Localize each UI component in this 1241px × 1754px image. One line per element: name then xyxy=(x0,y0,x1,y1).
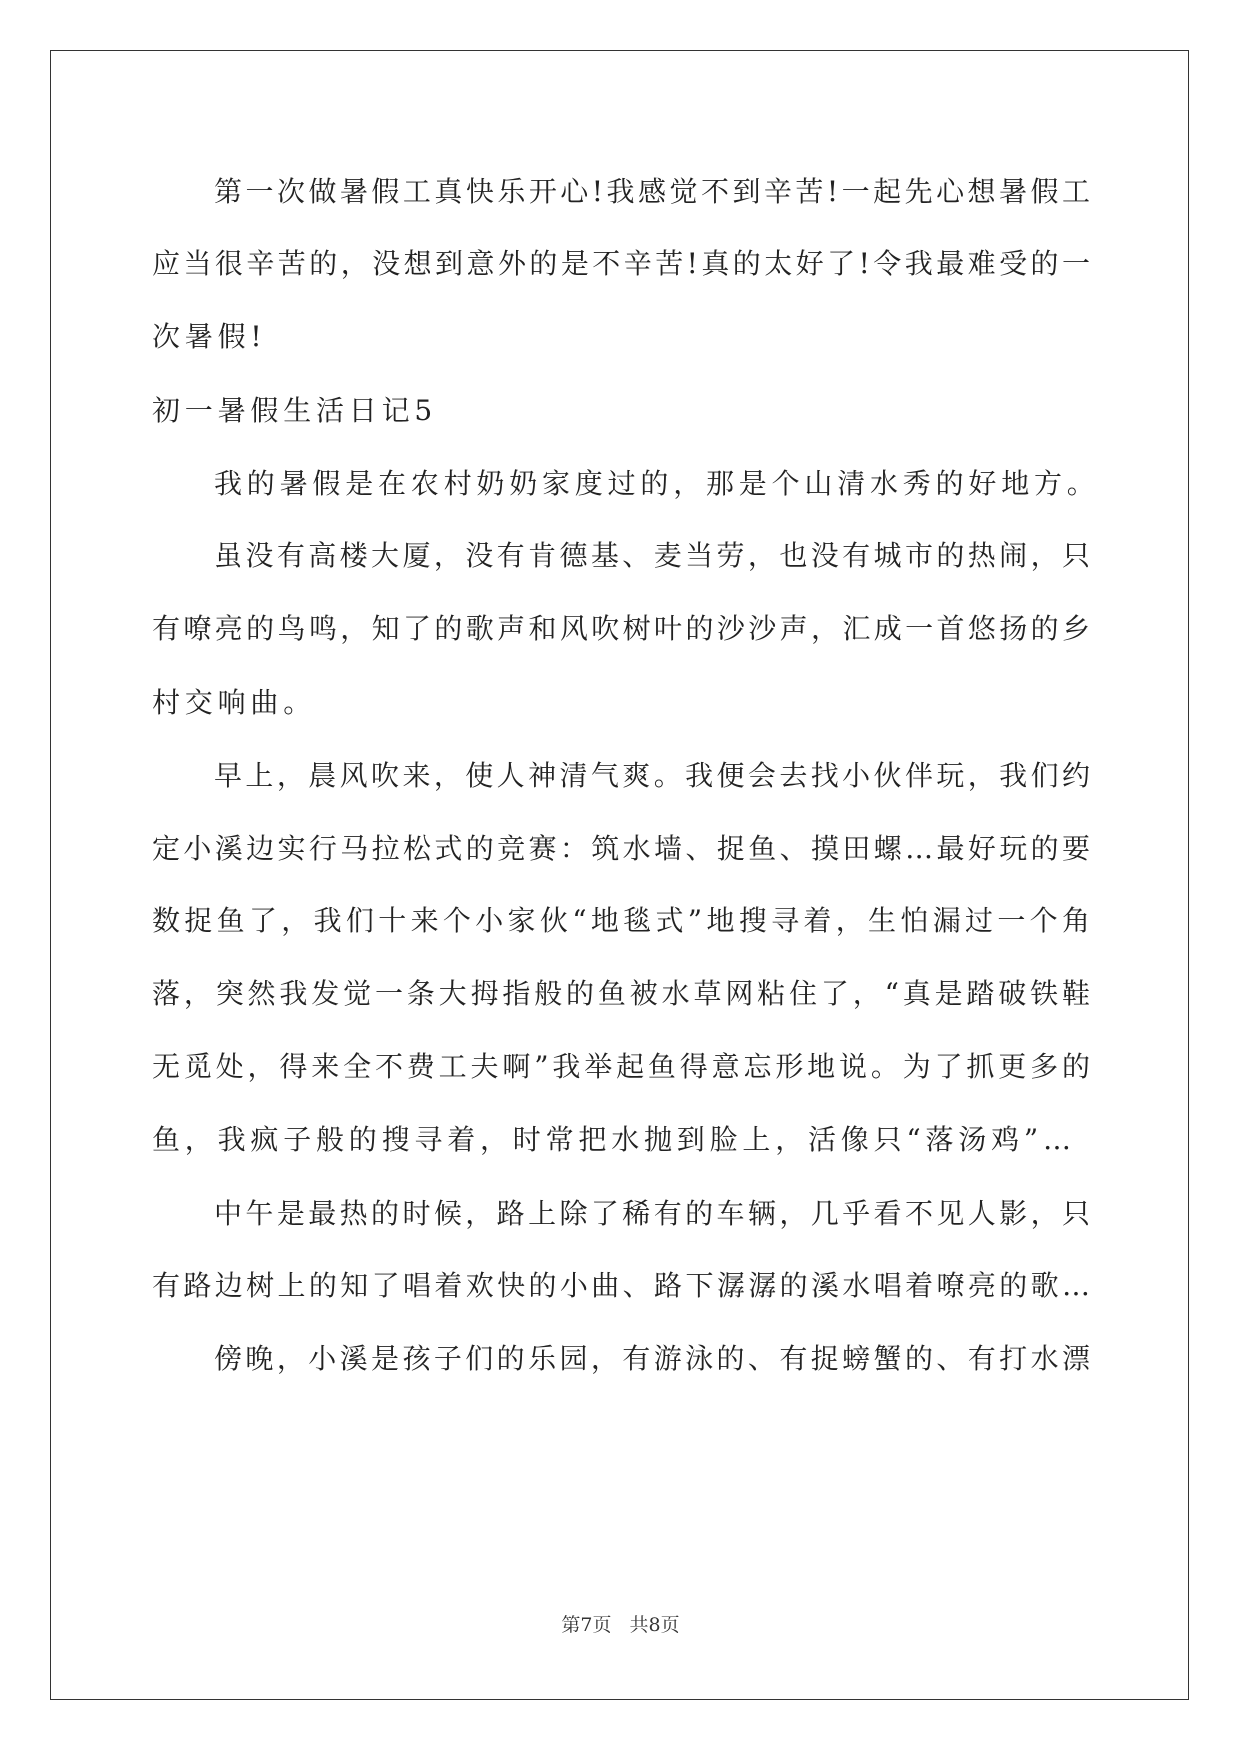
text-line: 落，突然我发觉一条大拇指般的鱼被水草网粘住了，“真是踏破铁鞋 xyxy=(152,977,1090,1010)
text-line: 傍晚，小溪是孩子们的乐园，有游泳的、有捉螃蟹的、有打水漂 xyxy=(214,1342,1090,1375)
text-line: 我的暑假是在农村奶奶家度过的，那是个山清水秀的好地方。 xyxy=(214,467,1100,500)
text-line: 早上，晨风吹来，使人神清气爽。我便会去找小伙伴玩，我们约 xyxy=(214,759,1090,792)
page-footer xyxy=(0,1610,1241,1637)
text-line: 中午是最热的时候，路上除了稀有的车辆，几乎看不见人影，只 xyxy=(214,1197,1090,1230)
page-total: 共8页 xyxy=(629,1614,680,1636)
text-line: 数捉鱼了，我们十来个小家伙“地毯式”地搜寻着，生怕漏过一个角 xyxy=(152,904,1090,937)
section-heading: 初一暑假生活日记5 xyxy=(152,394,438,427)
text-line: 次暑假! xyxy=(152,320,267,353)
text-line: 鱼，我疯子般的搜寻着，时常把水抛到脸上，活像只“落汤鸡”… xyxy=(152,1123,1076,1156)
text-line: 有嘹亮的鸟鸣，知了的歌声和风吹树叶的沙沙声，汇成一首悠扬的乡 xyxy=(152,612,1090,645)
text-line: 村交响曲。 xyxy=(152,686,317,719)
text-line: 第一次做暑假工真快乐开心!我感觉不到辛苦!一起先心想暑假工 xyxy=(214,175,1090,208)
page-number: 第7页 xyxy=(561,1614,612,1636)
page-border xyxy=(50,50,1189,1700)
text-line: 定小溪边实行马拉松式的竞赛：筑水墙、捉鱼、摸田螺…最好玩的要 xyxy=(152,832,1090,865)
text-line: 有路边树上的知了唱着欢快的小曲、路下潺潺的溪水唱着嘹亮的歌… xyxy=(152,1269,1090,1302)
text-line: 虽没有高楼大厦，没有肯德基、麦当劳，也没有城市的热闹，只 xyxy=(214,539,1090,572)
text-line: 无觅处，得来全不费工夫啊”我举起鱼得意忘形地说。为了抓更多的 xyxy=(152,1050,1090,1083)
text-line: 应当很辛苦的，没想到意外的是不辛苦!真的太好了!令我最难受的一 xyxy=(152,247,1090,280)
